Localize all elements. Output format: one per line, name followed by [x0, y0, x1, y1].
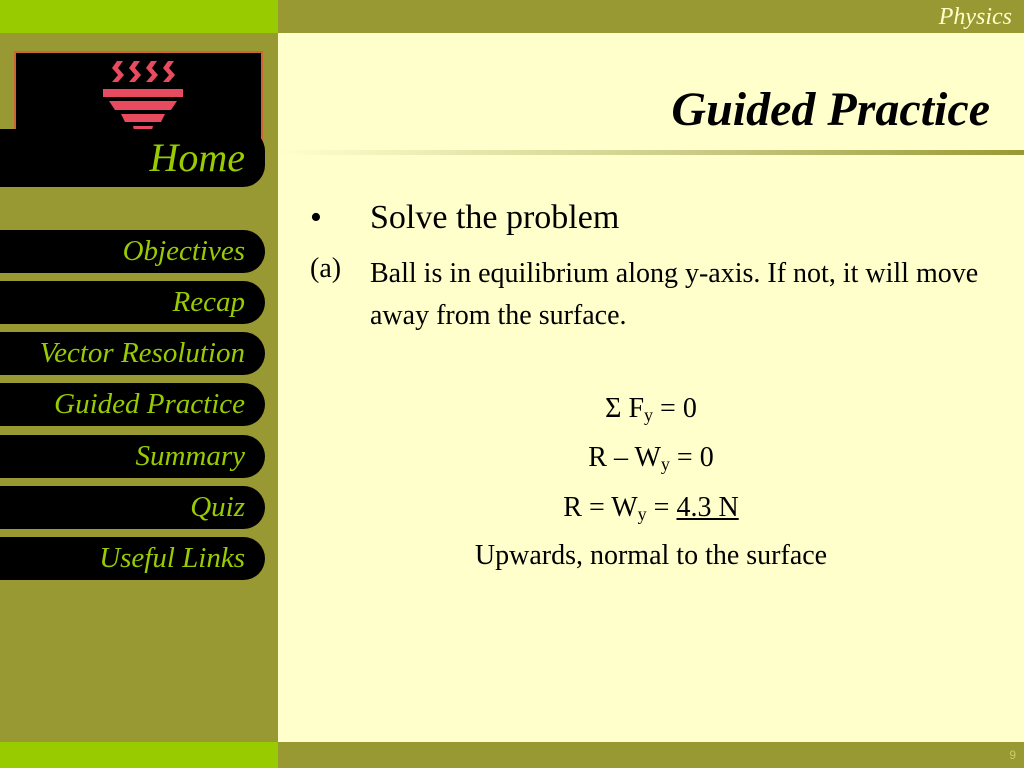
- nav-quiz-label: Quiz: [190, 491, 245, 523]
- bottom-left-accent-bar: [0, 742, 278, 768]
- eq2-subscript: y: [660, 454, 670, 474]
- nav-useful-links-label: Useful Links: [99, 542, 245, 574]
- nav-guided-practice[interactable]: [0, 383, 265, 426]
- eq1-variable: F: [628, 393, 645, 424]
- eq1-rest: = 0: [660, 393, 697, 424]
- bullet-marker: •: [310, 199, 322, 236]
- eq3-equals: =: [653, 492, 670, 523]
- nav-recap[interactable]: [0, 281, 265, 324]
- header-bar: [278, 0, 1024, 33]
- nav-summary-label: Summary: [135, 440, 245, 472]
- nav-objectives-label: Objectives: [122, 235, 245, 267]
- direction-text: Upwards, normal to the surface: [474, 540, 828, 571]
- equation-balance: [278, 442, 1024, 475]
- sub-item-marker: (a): [310, 253, 342, 284]
- nav-quiz[interactable]: [0, 486, 265, 529]
- nav-summary[interactable]: [0, 435, 265, 478]
- eq3-subscript: y: [637, 504, 647, 524]
- eq2-rest: = 0: [676, 442, 714, 473]
- nav-useful-links[interactable]: [0, 537, 265, 580]
- nav-home[interactable]: [0, 129, 265, 187]
- footer-bar: [278, 742, 1024, 768]
- answer-value: 4.3 N: [676, 492, 739, 523]
- nav-vector-resolution-label: Vector Resolution: [39, 337, 245, 369]
- sub-item-text: Ball is in equilibrium along y-axis. If not, it will move away from the surface.: [370, 258, 979, 331]
- equation-result: [278, 492, 1024, 525]
- slide-title: Guided Practice: [671, 83, 990, 136]
- eq2-lhs: R – W: [588, 442, 661, 473]
- sigma-symbol: Σ: [605, 393, 622, 424]
- eq3-lhs: R = W: [563, 492, 638, 523]
- equation-sum-forces: [278, 393, 1024, 426]
- nav-recap-label: Recap: [172, 286, 245, 318]
- bullet-text: Solve the problem: [370, 199, 620, 236]
- nav-vector-resolution[interactable]: [0, 332, 265, 375]
- slide-content: [278, 33, 1024, 742]
- nav-home-label: Home: [149, 135, 245, 180]
- top-left-accent-bar: [0, 0, 278, 33]
- eq1-subscript: y: [644, 405, 654, 425]
- slide-number: 9: [1009, 748, 1016, 762]
- nav-objectives[interactable]: [0, 230, 265, 273]
- subject-label: Physics: [938, 4, 1012, 30]
- nav-guided-practice-label: Guided Practice: [54, 388, 245, 420]
